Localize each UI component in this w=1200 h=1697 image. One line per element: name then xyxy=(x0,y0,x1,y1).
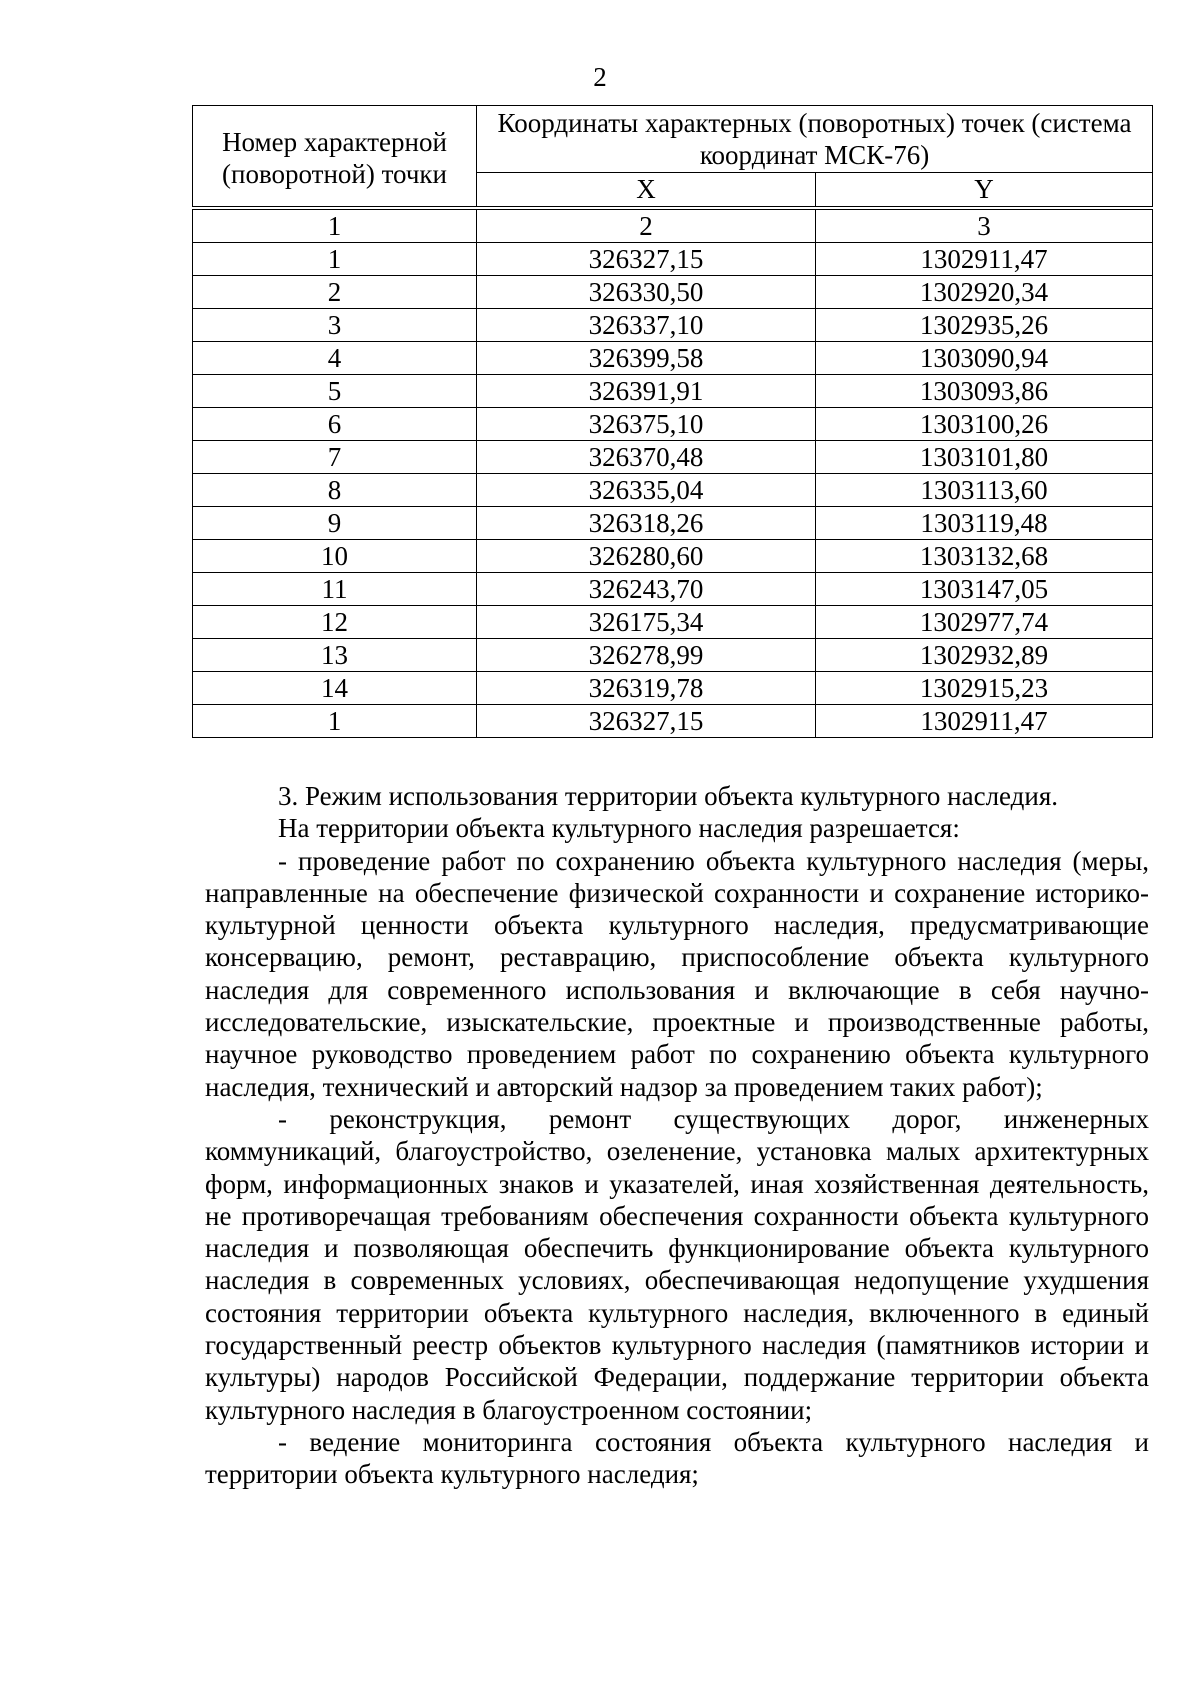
page-number: 2 xyxy=(593,62,607,92)
allowed-intro: На территории объекта культурного наследия разрешается: xyxy=(278,813,960,844)
table-row xyxy=(193,276,1153,309)
column-number: 3 xyxy=(816,208,1153,243)
cell-x: 326370,48 xyxy=(477,441,816,474)
cell-point-number: 4 xyxy=(193,342,477,375)
coordinates-table xyxy=(192,105,1153,738)
cell-point-number: 3 xyxy=(193,309,477,342)
cell-point-number: 5 xyxy=(193,375,477,408)
cell-y: 1302977,74 xyxy=(816,606,1153,639)
cell-x: 326243,70 xyxy=(477,573,816,606)
table-row xyxy=(193,639,1153,672)
table-row xyxy=(193,441,1153,474)
cell-x: 326278,99 xyxy=(477,639,816,672)
list-item: - реконструкция, ремонт существующих дорог, инженерных коммуникаций, благоустройство, озеленение, установка малых архитектурных форм, информационных знаков и указателей, иная хозяйственная деятельность, не противоречащая требованиям обеспечения сохранности объекта культурного наследия и позволяющая обеспечить функционирование объекта культурного наследия в современных условиях, обеспечивающая недопущение ухудшения состояния территории объекта культурного наследия, включенного в единый государственный реестр объектов культурного наследия (памятников истории и культуры) народов Российской Федерации, поддержание территории объекта культурного наследия в благоустроенном состоянии; xyxy=(205,1103,1149,1425)
cell-point-number: 10 xyxy=(193,540,477,573)
cell-x: 326391,91 xyxy=(477,375,816,408)
cell-point-number: 7 xyxy=(193,441,477,474)
cell-y: 1303113,60 xyxy=(816,474,1153,507)
table-row xyxy=(193,342,1153,375)
table-row xyxy=(193,573,1153,606)
table-row xyxy=(193,705,1153,738)
cell-y: 1303090,94 xyxy=(816,342,1153,375)
table-row xyxy=(193,507,1153,540)
cell-x: 326327,15 xyxy=(477,705,816,738)
cell-x: 326175,34 xyxy=(477,606,816,639)
cell-x: 326335,04 xyxy=(477,474,816,507)
column-number: 2 xyxy=(477,208,816,243)
cell-y: 1302911,47 xyxy=(816,243,1153,276)
cell-y: 1302932,89 xyxy=(816,639,1153,672)
header-point-number: Номер характерной (поворотной) точки xyxy=(193,106,477,209)
cell-point-number: 8 xyxy=(193,474,477,507)
section-title: 3. Режим использования территории объекта культурного наследия. xyxy=(278,781,1059,811)
cell-y: 1302935,26 xyxy=(816,309,1153,342)
cell-x: 326280,60 xyxy=(477,540,816,573)
cell-point-number: 13 xyxy=(193,639,477,672)
cell-y: 1303101,80 xyxy=(816,441,1153,474)
cell-point-number: 14 xyxy=(193,672,477,705)
table-row xyxy=(193,243,1153,276)
list-item: - проведение работ по сохранению объекта культурного наследия (меры, направленные на обеспечение физической сохранности и сохранение историко-культурной ценности объекта культурного наследия, предусматривающие консервацию, ремонт, реставрацию, приспособление объекта культурного наследия для современного использования и включающие в себя научно-исследовательские, изыскательские, проектные и производственные работы, научное руководство проведением работ по сохранению объекта культурного наследия, технический и авторский надзор за проведением таких работ); xyxy=(205,845,1149,1102)
body-text xyxy=(205,780,1149,1491)
cell-point-number: 6 xyxy=(193,408,477,441)
table-row xyxy=(193,540,1153,573)
cell-point-number: 1 xyxy=(193,705,477,738)
cell-y: 1302915,23 xyxy=(816,672,1153,705)
table-row xyxy=(193,408,1153,441)
cell-y: 1303119,48 xyxy=(816,507,1153,540)
cell-y: 1303093,86 xyxy=(816,375,1153,408)
cell-point-number: 2 xyxy=(193,276,477,309)
cell-y: 1303132,68 xyxy=(816,540,1153,573)
cell-point-number: 9 xyxy=(193,507,477,540)
list-item: - ведение мониторинга состояния объекта культурного наследия и территории объекта культурного наследия; xyxy=(205,1426,1149,1490)
column-numbering-row xyxy=(193,208,1153,243)
table-row xyxy=(193,375,1153,408)
cell-x: 326375,10 xyxy=(477,408,816,441)
cell-point-number: 11 xyxy=(193,573,477,606)
cell-point-number: 12 xyxy=(193,606,477,639)
cell-x: 326319,78 xyxy=(477,672,816,705)
cell-x: 326327,15 xyxy=(477,243,816,276)
cell-x: 326330,50 xyxy=(477,276,816,309)
cell-point-number: 1 xyxy=(193,243,477,276)
header-x: X xyxy=(477,172,816,208)
cell-y: 1302920,34 xyxy=(816,276,1153,309)
cell-y: 1303147,05 xyxy=(816,573,1153,606)
header-y: Y xyxy=(816,172,1153,208)
cell-x: 326318,26 xyxy=(477,507,816,540)
cell-y: 1303100,26 xyxy=(816,408,1153,441)
column-number: 1 xyxy=(193,208,477,243)
cell-x: 326399,58 xyxy=(477,342,816,375)
header-coordinates: Координаты характерных (поворотных) точек (система координат МСК-76) xyxy=(477,106,1153,173)
cell-x: 326337,10 xyxy=(477,309,816,342)
table-row xyxy=(193,474,1153,507)
table-row xyxy=(193,309,1153,342)
table-row xyxy=(193,672,1153,705)
table-row xyxy=(193,606,1153,639)
cell-y: 1302911,47 xyxy=(816,705,1153,738)
